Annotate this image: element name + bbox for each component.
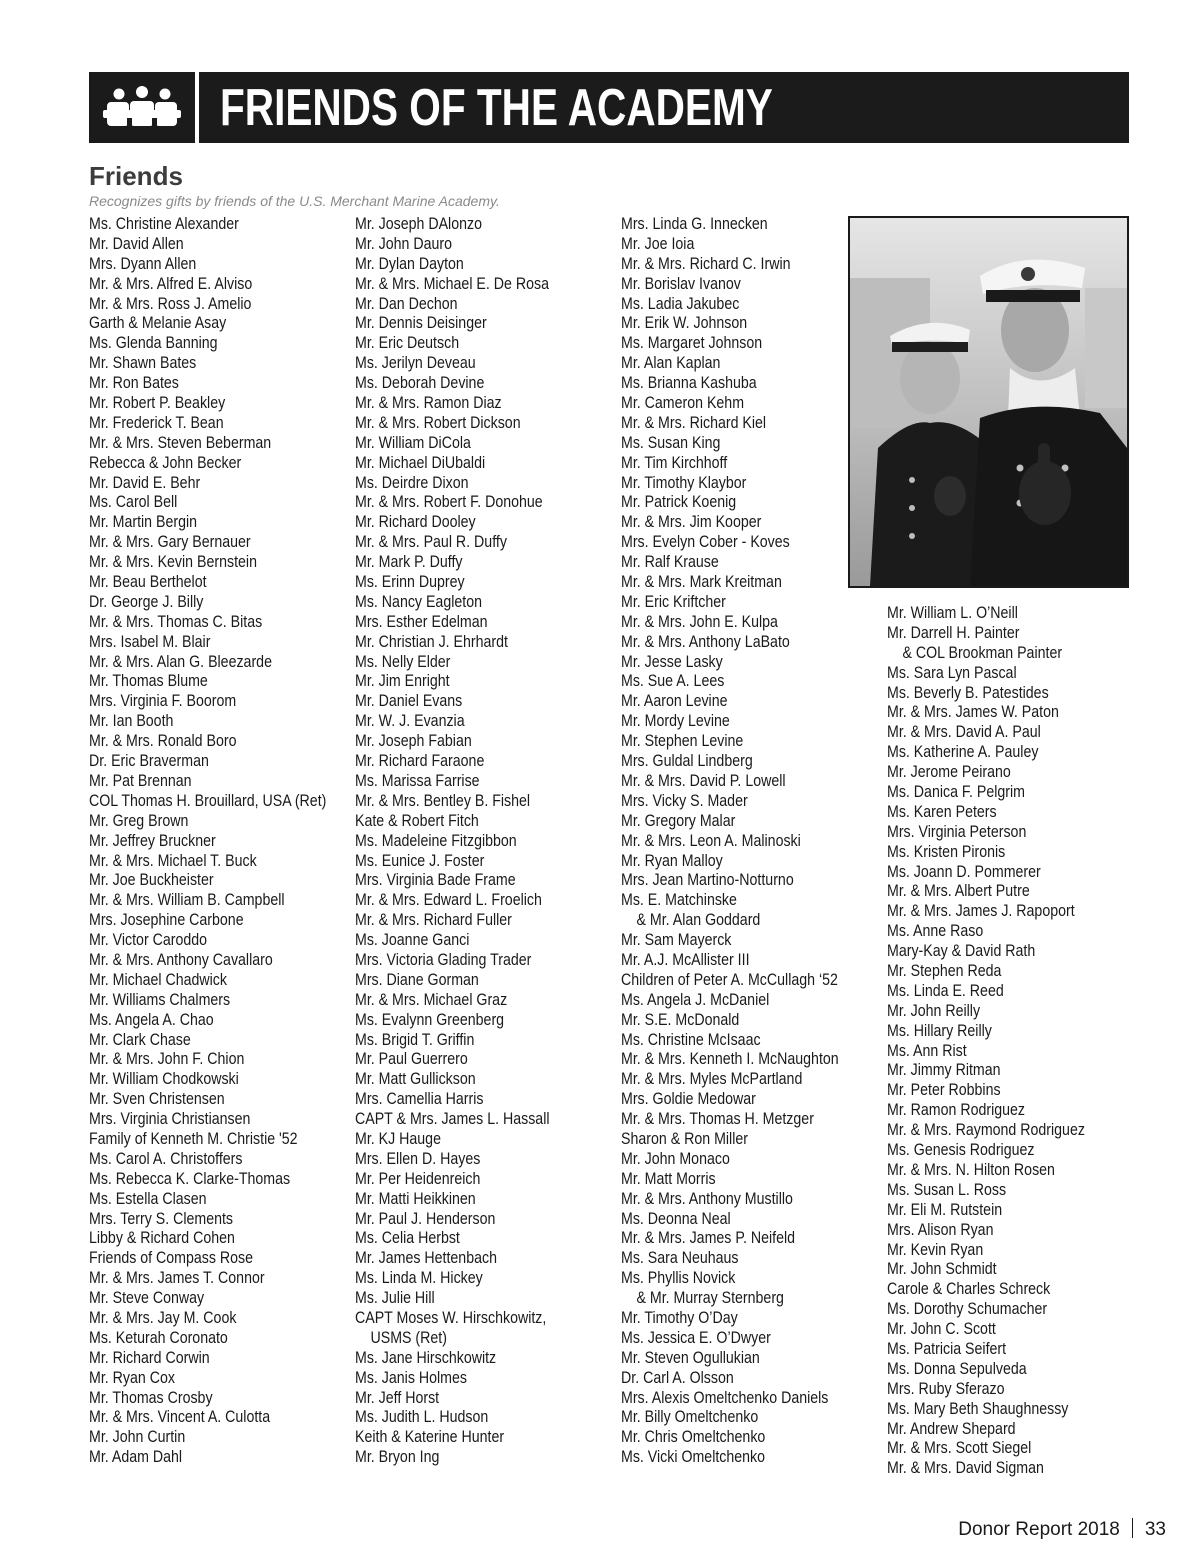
donor-name: Mr. Aaron Levine xyxy=(621,692,728,711)
donor-name: Mr. David Allen xyxy=(89,234,184,253)
donor-name: Mr. & Mrs. Paul R. Duffy xyxy=(355,533,507,552)
donor-name: Mr. John C. Scott xyxy=(887,1320,996,1339)
donor-name: Mrs. Virginia F. Boorom xyxy=(89,692,237,711)
donor-name: Mr. Michael Chadwick xyxy=(89,970,228,989)
donor-name: Dr. Carl A. Olsson xyxy=(621,1368,734,1387)
donor-name: Mr. Dylan Dayton xyxy=(355,254,464,273)
donor-name: Mr. & Mrs. Mark Kreitman xyxy=(621,573,782,592)
donor-name: Mr. & Mrs. Richard Fuller xyxy=(355,911,512,930)
donor-name: COL Thomas H. Brouillard, USA (Ret) xyxy=(89,791,327,810)
donor-name: Ms. Sue A. Lees xyxy=(621,672,725,691)
donor-name: Mr. & Mrs. Steven Beberman xyxy=(89,433,272,452)
donor-name: Mr. & Mrs. Richard C. Irwin xyxy=(621,254,791,273)
donor-name: Mr. Matt Morris xyxy=(621,1169,716,1188)
donor-name: Mr. John Reilly xyxy=(887,1001,981,1020)
people-group-icon xyxy=(89,72,195,143)
donor-name: Ms. Joanne Ganci xyxy=(355,931,470,950)
donor-name: Mr. Jim Enright xyxy=(355,672,450,691)
donor-name: Ms. Ladia Jakubec xyxy=(621,294,740,313)
donor-name: Mary-Kay & David Rath xyxy=(887,942,1036,961)
donor-name: Mr. Adam Dahl xyxy=(89,1448,183,1467)
donor-name: & Mr. Murray Sternberg xyxy=(636,1289,784,1308)
donor-name: Ms. Deirdre Dixon xyxy=(355,473,469,492)
donor-name: Ms. Deonna Neal xyxy=(621,1209,731,1228)
donor-name: Mrs. Esther Edelman xyxy=(355,612,488,631)
footer-report-title: Donor Report 2018 xyxy=(958,1519,1120,1540)
donor-name: Ms. Jessica E. O’Dwyer xyxy=(621,1328,771,1347)
donor-name: Mr. Cameron Kehm xyxy=(621,394,745,413)
donor-name: Dr. George J. Billy xyxy=(89,592,204,611)
donor-name: Ms. Erinn Duprey xyxy=(355,573,465,592)
donor-name: Mr. & Mrs. William B. Campbell xyxy=(89,891,285,910)
donor-name: Mr. & Mrs. Vincent A. Culotta xyxy=(89,1408,271,1427)
donor-name: Mr. Joe Ioia xyxy=(621,234,695,253)
donor-name: Mrs. Ruby Sferazo xyxy=(887,1379,1005,1398)
donor-name: Ms. Phyllis Novick xyxy=(621,1269,736,1288)
page-footer xyxy=(958,1518,1166,1542)
donor-name: Ms. Donna Sepulveda xyxy=(887,1359,1027,1378)
donor-name: Mr. Paul Guerrero xyxy=(355,1050,468,1069)
donor-name: Ms. Carol A. Christoffers xyxy=(89,1149,243,1168)
donor-name: Ms. Glenda Banning xyxy=(89,334,218,353)
donor-name: Ms. Sara Lyn Pascal xyxy=(887,663,1017,682)
donor-name: Mr. Bryon Ing xyxy=(355,1448,440,1467)
donor-name: Ms. Vicki Omeltchenko xyxy=(621,1448,766,1467)
donor-name: Kate & Robert Fitch xyxy=(355,811,479,830)
donor-name: Ms. Judith L. Hudson xyxy=(355,1408,489,1427)
donor-name: Mr. Per Heidenreich xyxy=(355,1169,481,1188)
donor-name: Mrs. Ellen D. Hayes xyxy=(355,1149,481,1168)
donor-name: USMS (Ret) xyxy=(370,1328,447,1347)
donor-name: Mr. & Mrs. Anthony Cavallaro xyxy=(89,950,273,969)
donor-name: Ms. E. Matchinske xyxy=(621,891,737,910)
donor-name: CAPT Moses W. Hirschkowitz, xyxy=(355,1308,547,1327)
page-title: FRIENDS OF THE ACADEMY xyxy=(220,79,773,137)
donor-name: Mr. Thomas Blume xyxy=(89,672,208,691)
donor-name: Mr. Beau Berthelot xyxy=(89,573,207,592)
donor-name: Ms. Danica F. Pelgrim xyxy=(887,783,1026,802)
donor-name: Mr. John Monaco xyxy=(621,1149,730,1168)
donor-name: Garth & Melanie Asay xyxy=(89,314,227,333)
donor-name: Libby & Richard Cohen xyxy=(89,1229,235,1248)
donor-name: Mr. Stephen Reda xyxy=(887,962,1002,981)
donor-name: Mrs. Diane Gorman xyxy=(355,970,479,989)
donor-name: Mrs. Dyann Allen xyxy=(89,254,197,273)
donor-name: Ms. Genesis Rodriguez xyxy=(887,1141,1035,1160)
donor-name: Mr. Matti Heikkinen xyxy=(355,1189,476,1208)
donor-name: Mr. Joe Buckheister xyxy=(89,871,214,890)
donor-name: Mr. Erik W. Johnson xyxy=(621,314,748,333)
donor-list-column-3 xyxy=(621,215,874,1468)
donor-name: Mr. Sam Mayerck xyxy=(621,931,732,950)
donor-name: Mr. & Mrs. Michael Graz xyxy=(355,990,508,1009)
donor-name: Ms. Mary Beth Shaughnessy xyxy=(887,1399,1069,1418)
donor-name: Ms. Susan King xyxy=(621,433,721,452)
donor-name: Mr. Jesse Lasky xyxy=(621,652,723,671)
donor-name: Carole & Charles Schreck xyxy=(887,1280,1051,1299)
donor-name: Ms. Dorothy Schumacher xyxy=(887,1300,1048,1319)
donor-name: Mrs. Virginia Bade Frame xyxy=(355,871,516,890)
donor-name: Mr. Peter Robbins xyxy=(887,1081,1001,1100)
donor-list-column-2 xyxy=(355,215,581,1468)
donor-name: Mr. Dan Dechon xyxy=(355,294,458,313)
donor-name: & COL Brookman Painter xyxy=(902,643,1063,662)
donor-name: Ms. Linda E. Reed xyxy=(887,981,1004,1000)
donor-name: Mr. & Mrs. Michael E. De Rosa xyxy=(355,274,549,293)
donor-name: Mr. Shawn Bates xyxy=(89,354,197,373)
donor-name: Mrs. Terry S. Clements xyxy=(89,1209,234,1228)
donor-name: Mr. Steve Conway xyxy=(89,1289,205,1308)
donor-name: Mr. Jeff Horst xyxy=(355,1388,440,1407)
donor-name: Mr. & Mrs. Ross J. Amelio xyxy=(89,294,252,313)
donor-name: Ms. Margaret Johnson xyxy=(621,334,763,353)
donor-name: Mr. & Mrs. Robert Dickson xyxy=(355,413,521,432)
donor-name: Mr. Jeffrey Bruckner xyxy=(89,831,216,850)
donor-name: Ms. Angela A. Chao xyxy=(89,1010,214,1029)
donor-name: Mr. Daniel Evans xyxy=(355,692,463,711)
donor-name: Mr. & Mrs. Raymond Rodriguez xyxy=(887,1121,1085,1140)
donor-name: Mrs. Goldie Medowar xyxy=(621,1090,756,1109)
donor-name: Mr. Mordy Levine xyxy=(621,712,730,731)
donor-name: Mr. & Mrs. Thomas C. Bitas xyxy=(89,612,263,631)
donor-name: Mr. Patrick Koenig xyxy=(621,493,737,512)
donor-name: Mrs. Linda G. Innecken xyxy=(621,215,768,233)
donor-name: Ms. Nelly Elder xyxy=(355,652,451,671)
donor-name: Mrs. Evelyn Cober - Koves xyxy=(621,533,790,552)
donor-name: Mr. Richard Dooley xyxy=(355,513,476,532)
donor-name: Mr. Thomas Crosby xyxy=(89,1388,213,1407)
donor-name: Ms. Beverly B. Patestides xyxy=(887,683,1049,702)
donor-name: Family of Kenneth M. Christie '52 xyxy=(89,1129,298,1148)
donor-name: Mr. Joseph DAlonzo xyxy=(355,215,482,233)
donor-name: Children of Peter A. McCullagh ‘52 xyxy=(621,970,838,989)
donor-name: Mrs. Camellia Harris xyxy=(355,1090,484,1109)
title-banner xyxy=(89,72,1129,143)
donor-name: Ms. Marissa Farrise xyxy=(355,771,480,790)
donor-name: Mr. Matt Gullickson xyxy=(355,1070,476,1089)
section-subtitle: Recognizes gifts by friends of the U.S. Merchant Marine Academy. xyxy=(89,193,500,209)
donor-name: Ms. Joann D. Pommerer xyxy=(887,862,1041,881)
donor-name: Ms. Brianna Kashuba xyxy=(621,374,757,393)
donor-list-column-1 xyxy=(89,215,365,1468)
donor-name: Ms. Jane Hirschkowitz xyxy=(355,1348,497,1367)
donor-name: Mr. Mark P. Duffy xyxy=(355,553,463,572)
donor-name: Mr. John Dauro xyxy=(355,234,453,253)
donor-name: Mr. A.J. McAllister III xyxy=(621,950,750,969)
donor-name: Mr. Jerome Peirano xyxy=(887,763,1011,782)
donor-name: Ms. Janis Holmes xyxy=(355,1368,467,1387)
donor-name: Mr. Richard Corwin xyxy=(89,1348,210,1367)
donor-name: Mr. Borislav Ivanov xyxy=(621,274,741,293)
donor-name: Mr. & Mrs. Leon A. Malinoski xyxy=(621,831,801,850)
donor-name: Mr. Alan Kaplan xyxy=(621,354,721,373)
donor-name: Mr. & Mrs. Ronald Boro xyxy=(89,732,237,751)
donor-name: Ms. Hillary Reilly xyxy=(887,1021,992,1040)
donor-name: Ms. Julie Hill xyxy=(355,1289,435,1308)
donor-name: Ms. Deborah Devine xyxy=(355,374,485,393)
donor-name: Mrs. Guldal Lindberg xyxy=(621,752,753,771)
donor-name: Mr. James Hettenbach xyxy=(355,1249,497,1268)
donor-name: Mr. & Mrs. Anthony Mustillo xyxy=(621,1189,793,1208)
donor-name: Mrs. Alison Ryan xyxy=(887,1220,994,1239)
donor-name: Mrs. Virginia Christiansen xyxy=(89,1110,251,1129)
donor-name: Mr. John Curtin xyxy=(89,1428,186,1447)
donor-name: Mr. Gregory Malar xyxy=(621,811,736,830)
donor-name: Mr. & Mrs. James J. Rapoport xyxy=(887,902,1075,921)
donor-name: Mr. Robert P. Beakley xyxy=(89,394,226,413)
footer-divider xyxy=(1132,1518,1133,1538)
donor-name: Ms. Ann Rist xyxy=(887,1041,967,1060)
donor-name: Mr. & Mrs. Alfred E. Alviso xyxy=(89,274,253,293)
donor-name: Mr. & Mrs. Myles McPartland xyxy=(621,1070,803,1089)
donor-name: Mr. & Mrs. Richard Kiel xyxy=(621,413,767,432)
donor-name: Mr. & Mrs. Michael T. Buck xyxy=(89,851,257,870)
donor-name: Mr. & Mrs. Anthony LaBato xyxy=(621,632,790,651)
donor-name: Mr. Eric Deutsch xyxy=(355,334,460,353)
donor-name: Mr. Ron Bates xyxy=(89,374,179,393)
donor-name: Mr. Chris Omeltchenko xyxy=(621,1428,766,1447)
donor-name: Mr. W. J. Evanzia xyxy=(355,712,465,731)
section-title: Friends xyxy=(89,161,183,191)
donor-name: Ms. Linda M. Hickey xyxy=(355,1269,483,1288)
donor-name: Mr. & Mrs. James W. Paton xyxy=(887,703,1059,722)
donor-name: Mr. & Mrs. Kevin Bernstein xyxy=(89,553,257,572)
donor-name: Mr. Stephen Levine xyxy=(621,732,744,751)
donor-name: Mr. William Chodkowski xyxy=(89,1070,239,1089)
donor-name: Mr. Ryan Malloy xyxy=(621,851,723,870)
donor-name: Mr. KJ Hauge xyxy=(355,1129,441,1148)
donor-name: Mr. Andrew Shepard xyxy=(887,1419,1016,1438)
donor-name: Dr. Eric Braverman xyxy=(89,752,209,771)
donor-name: Mr. Victor Caroddo xyxy=(89,931,208,950)
donor-name: CAPT & Mrs. James L. Hassall xyxy=(355,1110,550,1129)
donor-name: Mr. S.E. McDonald xyxy=(621,1010,740,1029)
donor-name: Mr. Ian Booth xyxy=(89,712,174,731)
donor-name: Mr. Ralf Krause xyxy=(621,553,719,572)
donor-name: Keith & Katerine Hunter xyxy=(355,1428,505,1447)
donor-name: Ms. Susan L. Ross xyxy=(887,1180,1007,1199)
donor-name: Ms. Katherine A. Pauley xyxy=(887,743,1039,762)
donor-name: Mrs. Jean Martino-Notturno xyxy=(621,871,794,890)
donor-name: Mr. Steven Ogullukian xyxy=(621,1348,760,1367)
donor-name: Mr. & Mrs. Albert Putre xyxy=(887,882,1030,901)
donor-name: Mr. & Mrs. David A. Paul xyxy=(887,723,1041,742)
donor-name: & Mr. Alan Goddard xyxy=(636,911,761,930)
donor-name: Mr. Williams Chalmers xyxy=(89,990,231,1009)
donor-name: Mr. & Mrs. Edward L. Froelich xyxy=(355,891,542,910)
donor-name: Ms. Rebecca K. Clarke-Thomas xyxy=(89,1169,291,1188)
donor-name: Mr. & Mrs. Jay M. Cook xyxy=(89,1308,237,1327)
donor-name: Mr. David E. Behr xyxy=(89,473,201,492)
donor-name: Ms. Celia Herbst xyxy=(355,1229,460,1248)
donor-name: Sharon & Ron Miller xyxy=(621,1129,748,1148)
donor-name: Mr. Sven Christensen xyxy=(89,1090,225,1109)
donor-name: Mr. & Mrs. Gary Bernauer xyxy=(89,533,251,552)
donor-name: Ms. Eunice J. Foster xyxy=(355,851,485,870)
donor-name: Mr. & Mrs. Kenneth I. McNaughton xyxy=(621,1050,839,1069)
donor-name: Mr. & Mrs. David P. Lowell xyxy=(621,771,786,790)
donor-name: Ms. Evalynn Greenberg xyxy=(355,1010,505,1029)
donor-name: Mr. Tim Kirchhoff xyxy=(621,453,728,472)
donor-name: Mrs. Alexis Omeltchenko Daniels xyxy=(621,1388,829,1407)
donor-name: Ms. Keturah Coronato xyxy=(89,1328,228,1347)
donor-name: Mr. & Mrs. Alan G. Bleezarde xyxy=(89,652,272,671)
donor-name: Mr. & Mrs. N. Hilton Rosen xyxy=(887,1160,1055,1179)
donor-name: Mr. Pat Brennan xyxy=(89,771,192,790)
donor-name: Mr. Richard Faraone xyxy=(355,752,485,771)
donor-name: Rebecca & John Becker xyxy=(89,453,242,472)
donor-name: Mr. Christian J. Ehrhardt xyxy=(355,632,508,651)
donor-list-column-4 xyxy=(887,604,1117,1479)
donor-name: Ms. Kristen Pironis xyxy=(887,842,1006,861)
donor-name: Friends of Compass Rose xyxy=(89,1249,254,1268)
donor-name: Mr. Ramon Rodriguez xyxy=(887,1101,1026,1120)
donor-name: Mr. Dennis Deisinger xyxy=(355,314,487,333)
donor-name: Mr. & Mrs. John F. Chion xyxy=(89,1050,245,1069)
donor-name: Mr. & Mrs. Jim Kooper xyxy=(621,513,762,532)
donor-name: Ms. Brigid T. Griffin xyxy=(355,1030,475,1049)
donor-name: Mr. Frederick T. Bean xyxy=(89,413,224,432)
donor-name: Mr. William DiCola xyxy=(355,433,471,452)
donor-name: Mr. & Mrs. Scott Siegel xyxy=(887,1439,1032,1458)
donor-name: Ms. Madeleine Fitzgibbon xyxy=(355,831,517,850)
donor-name: Mr. & Mrs. Thomas H. Metzger xyxy=(621,1110,814,1129)
donor-name: Mr. Eli M. Rutstein xyxy=(887,1200,1003,1219)
donor-name: Mr. John Schmidt xyxy=(887,1260,997,1279)
donor-name: Ms. Karen Peters xyxy=(887,802,997,821)
donor-name: Mrs. Isabel M. Blair xyxy=(89,632,211,651)
donor-name: Mr. & Mrs. David Sigman xyxy=(887,1459,1044,1478)
donor-name: Mr. Jimmy Ritman xyxy=(887,1061,1001,1080)
donor-name: Mr. Michael DiUbaldi xyxy=(355,453,486,472)
donor-name: Mr. & Mrs. Bentley B. Fishel xyxy=(355,791,531,810)
donor-name: Ms. Christine Alexander xyxy=(89,215,239,233)
donor-name: Ms. Sara Neuhaus xyxy=(621,1249,739,1268)
donor-name: Mr. & Mrs. Ramon Diaz xyxy=(355,394,502,413)
donor-name: Mr. Timothy Klaybor xyxy=(621,473,747,492)
donor-name: Ms. Carol Bell xyxy=(89,493,178,512)
donor-name: Mr. William L. O’Neill xyxy=(887,604,1018,622)
donor-name: Ms. Anne Raso xyxy=(887,922,984,941)
donor-name: Mr. Kevin Ryan xyxy=(887,1240,984,1259)
banner-divider xyxy=(195,72,199,143)
donor-name: Mr. Greg Brown xyxy=(89,811,189,830)
donor-name: Mr. Clark Chase xyxy=(89,1030,191,1049)
donor-name: Mr. Joseph Fabian xyxy=(355,732,472,751)
donor-name: Mr. Darrell H. Painter xyxy=(887,623,1020,642)
donor-name: Mr. Timothy O’Day xyxy=(621,1308,738,1327)
donor-name: Ms. Patricia Seifert xyxy=(887,1339,1007,1358)
page-number: 33 xyxy=(1144,1519,1166,1540)
donor-name: Mr. & Mrs. John E. Kulpa xyxy=(621,612,778,631)
donor-name: Ms. Nancy Eagleton xyxy=(355,592,482,611)
donor-name: Mr. Martin Bergin xyxy=(89,513,198,532)
donor-name: Ms. Angela J. McDaniel xyxy=(621,990,770,1009)
donor-name: Mr. Eric Kriftcher xyxy=(621,592,726,611)
donor-name: Mrs. Victoria Glading Trader xyxy=(355,950,532,969)
donor-name: Mr. & Mrs. James T. Connor xyxy=(89,1269,265,1288)
donor-name: Ms. Jerilyn Deveau xyxy=(355,354,476,373)
donor-name: Mrs. Josephine Carbone xyxy=(89,911,244,930)
donor-name: Ms. Christine McIsaac xyxy=(621,1030,761,1049)
donor-name: Mr. Billy Omeltchenko xyxy=(621,1408,759,1427)
donor-name: Ms. Estella Clasen xyxy=(89,1189,207,1208)
donor-name: Mr. & Mrs. James P. Neifeld xyxy=(621,1229,796,1248)
donor-name: Mr. Paul J. Henderson xyxy=(355,1209,496,1228)
midshipmen-photo xyxy=(848,216,1129,588)
donor-name: Mr. & Mrs. Robert F. Donohue xyxy=(355,493,543,512)
donor-name: Mrs. Virginia Peterson xyxy=(887,822,1027,841)
donor-name: Mr. Ryan Cox xyxy=(89,1368,175,1387)
donor-name: Mrs. Vicky S. Mader xyxy=(621,791,748,810)
